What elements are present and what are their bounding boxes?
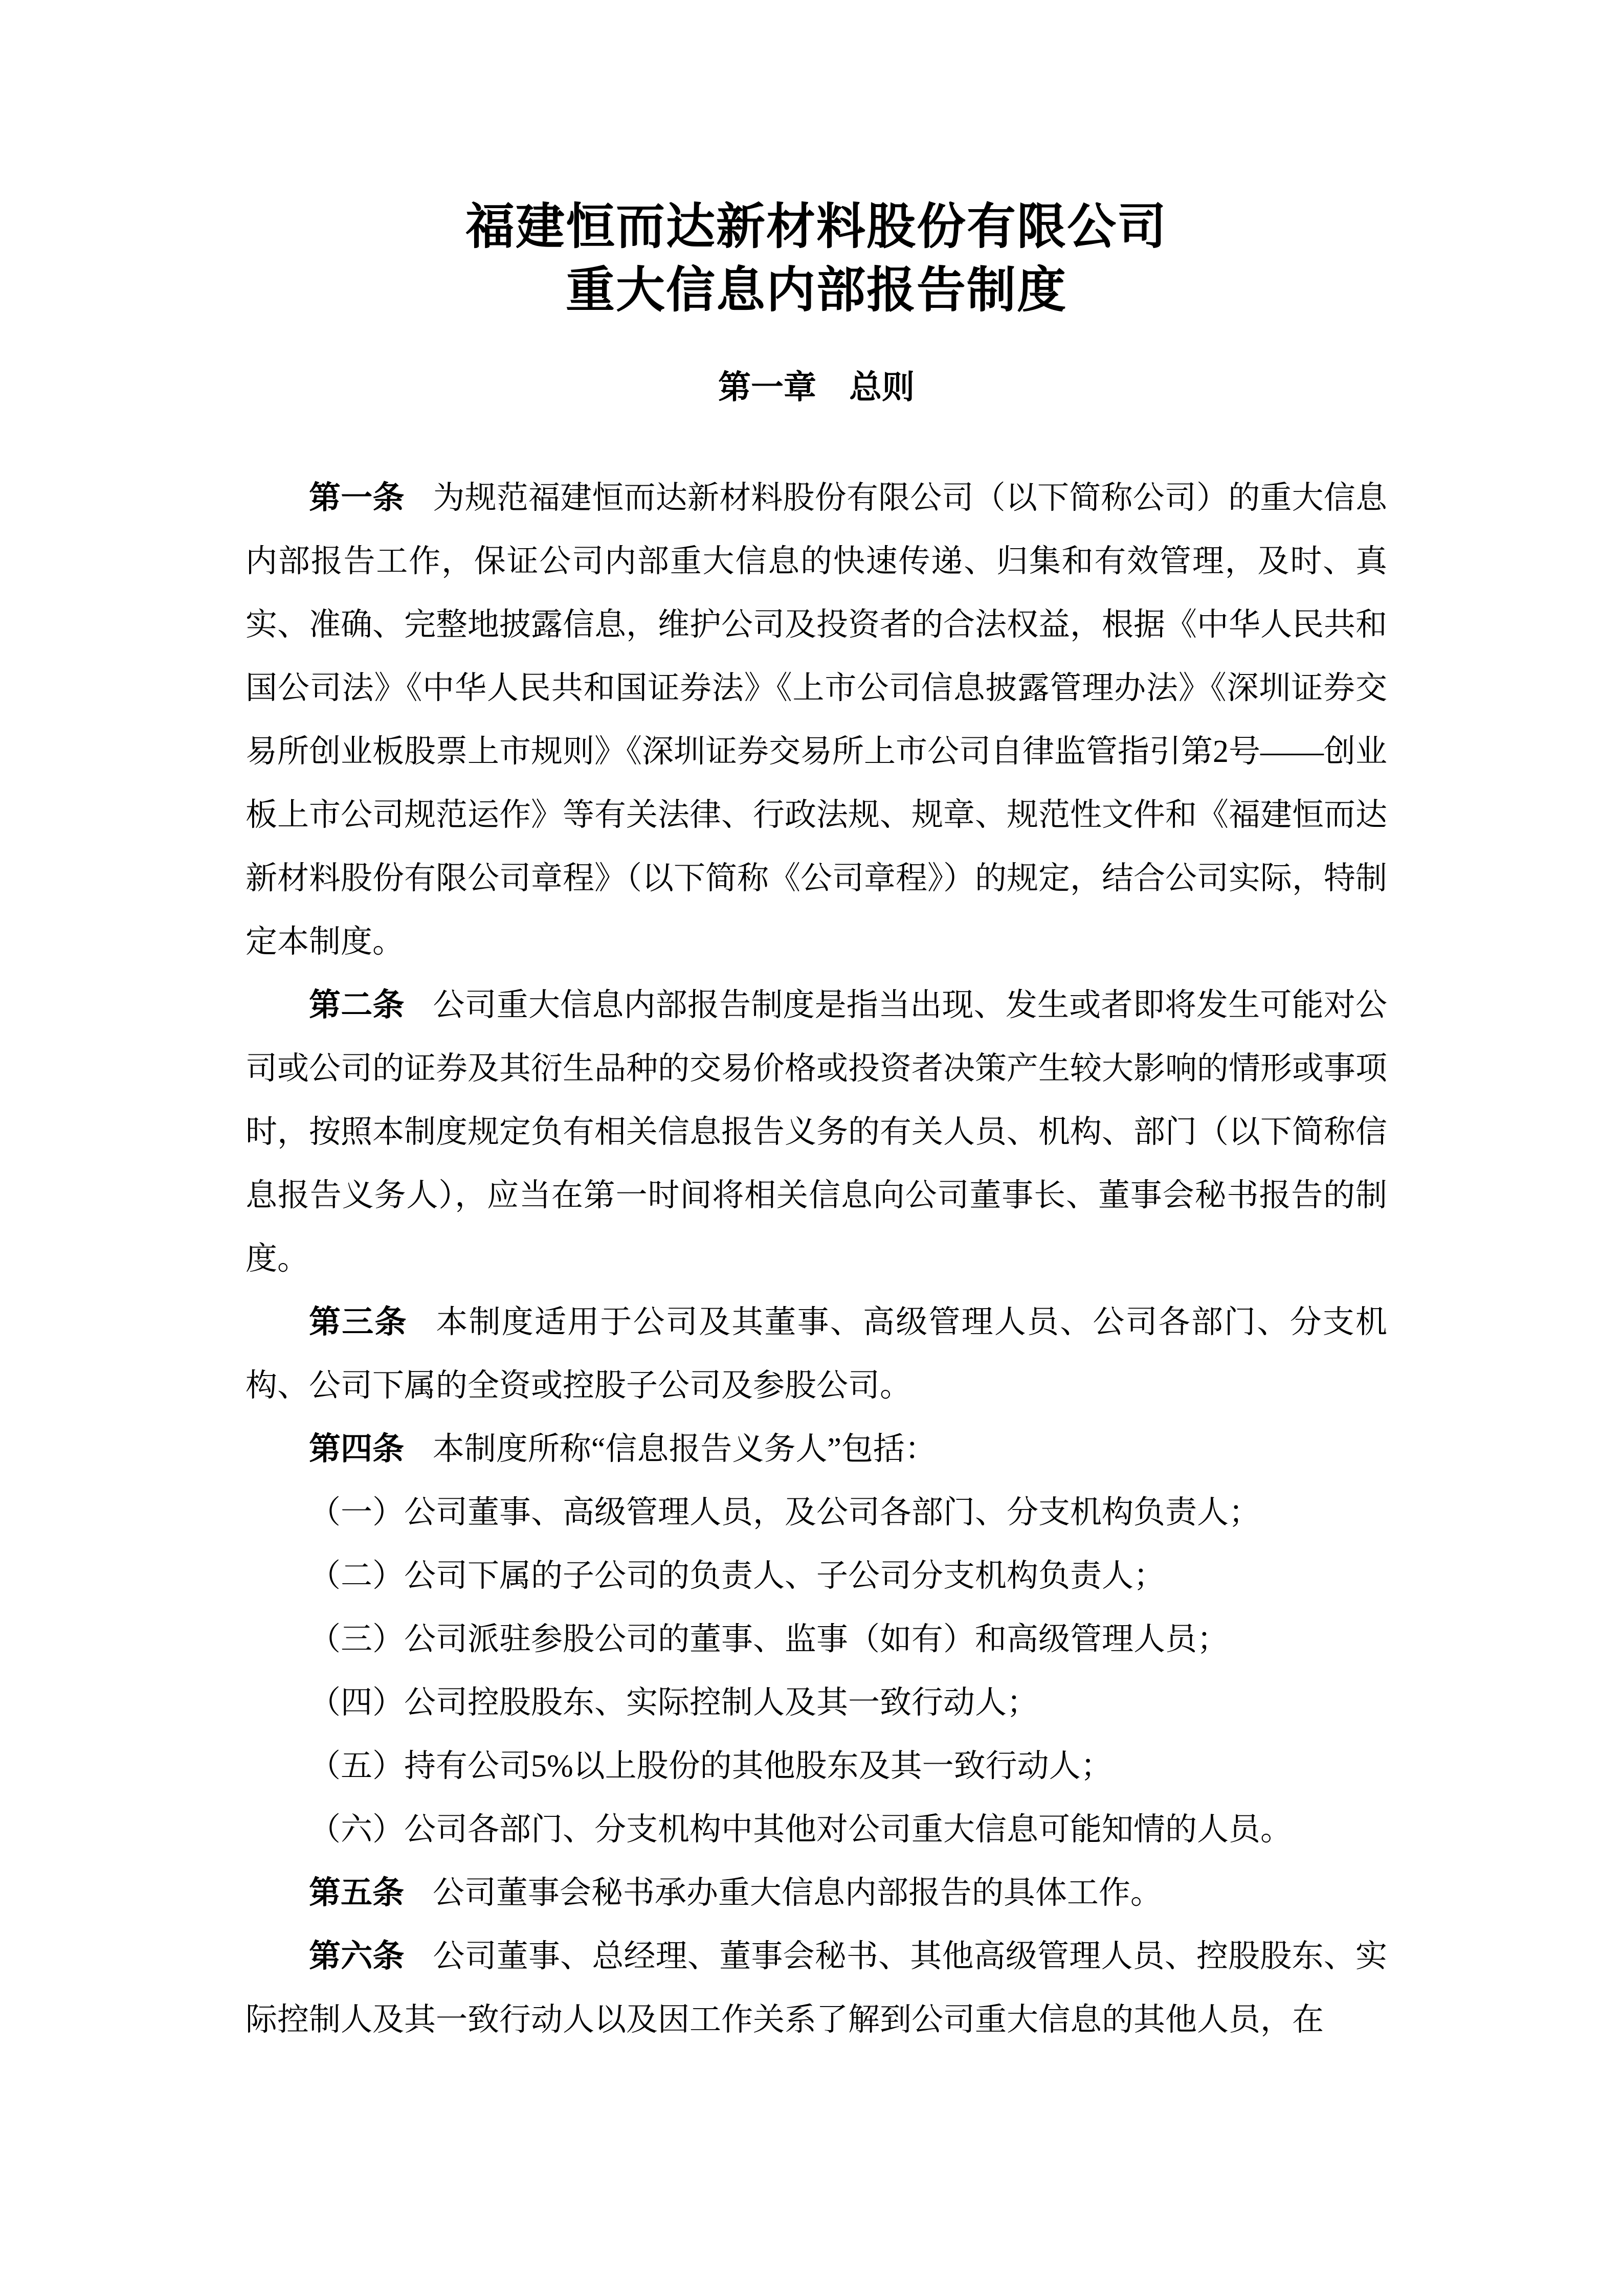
article-paragraph-2 [246, 974, 1387, 1291]
list-item-6 [246, 1798, 1387, 1861]
article-2-label: 第二条 [309, 988, 405, 1023]
list-item-3 [246, 1608, 1387, 1671]
list-item-1 [246, 1481, 1387, 1544]
article-1-label: 第一条 [309, 481, 405, 515]
article-paragraph-6 [246, 1925, 1387, 2052]
document-title-line1: 福建恒而达新材料股份有限公司 [465, 199, 1167, 254]
list-item-1-text: （一）公司董事、高级管理人员，及公司各部门、分支机构负责人； [309, 1495, 1261, 1530]
list-item-6-text: （六）公司各部门、分支机构中其他对公司重大信息可能知情的人员。 [309, 1812, 1293, 1847]
article-6-label: 第六条 [309, 1939, 405, 1974]
document-title-line2: 重大信息内部报告制度 [566, 263, 1067, 318]
article-paragraph-4 [246, 1417, 1387, 1481]
list-item-5 [246, 1735, 1387, 1798]
chapter-heading: 第一章 总则 [718, 369, 915, 406]
article-6-text: 公司董事、总经理、董事会秘书、其他高级管理人员、控股股东、实际控制人及其一致行动人以及因工作关系了解到公司重大信息的其他人员，在 [246, 1939, 1387, 2037]
article-paragraph-3 [246, 1291, 1387, 1417]
article-paragraph-1 [246, 466, 1387, 974]
list-item-5-text: （五）持有公司5%以上股份的其他股东及其一致行动人； [309, 1749, 1113, 1784]
article-2-text: 公司重大信息内部报告制度是指当出现、发生或者即将发生可能对公司或公司的证券及其衍生品种的交易价格或投资者决策产生较大影响的情形或事项时，按照本制度规定负有相关信息报告义务的有关人员、机构、部门（以下简称信息报告义务人），应当在第一时间将相关信息向公司董事长、董事会秘书报告的制度。 [246, 988, 1388, 1276]
list-item-4-text: （四）公司控股股东、实际控制人及其一致行动人； [309, 1685, 1039, 1720]
article-3-label: 第三条 [309, 1305, 408, 1340]
list-item-4 [246, 1671, 1387, 1735]
list-item-2-text: （二）公司下属的子公司的负责人、子公司分支机构负责人； [309, 1559, 1166, 1593]
list-item-3-text: （三）公司派驻参股公司的董事、监事（如有）和高级管理人员； [309, 1622, 1229, 1657]
article-paragraph-5 [246, 1861, 1387, 1925]
article-4-label: 第四条 [309, 1432, 405, 1467]
article-4-text: 本制度所称“信息报告义务人”包括： [432, 1432, 937, 1467]
article-5-text: 公司董事会秘书承办重大信息内部报告的具体工作。 [432, 1876, 1162, 1910]
list-item-2 [246, 1544, 1387, 1608]
document-title [246, 195, 1387, 322]
article-1-text: 为规范福建恒而达新材料股份有限公司（以下简称公司）的重大信息内部报告工作，保证公司内部重大信息的快速传递、归集和有效管理，及时、真实、准确、完整地披露信息，维护公司及投资者的合法权益，根据《中华人民共和国公司法》《中华人民共和国证券法》《上市公司信息披露管理办法》《深圳证券交易所创业板股票上市规则》《深圳证券交易所上市公司自律监管指引第2号——创业板上市公司规范运作》等有关法律、行政法规、规章、规范性文件和《福建恒而达新材料股份有限公司章程》（以下简称《公司章程》）的规定，结合公司实际，特制定本制度。 [246, 481, 1388, 959]
document-body [246, 466, 1387, 2052]
article-5-label: 第五条 [309, 1876, 405, 1910]
article-3-text: 本制度适用于公司及其董事、高级管理人员、公司各部门、分支机构、公司下属的全资或控股子公司及参股公司。 [246, 1305, 1387, 1403]
